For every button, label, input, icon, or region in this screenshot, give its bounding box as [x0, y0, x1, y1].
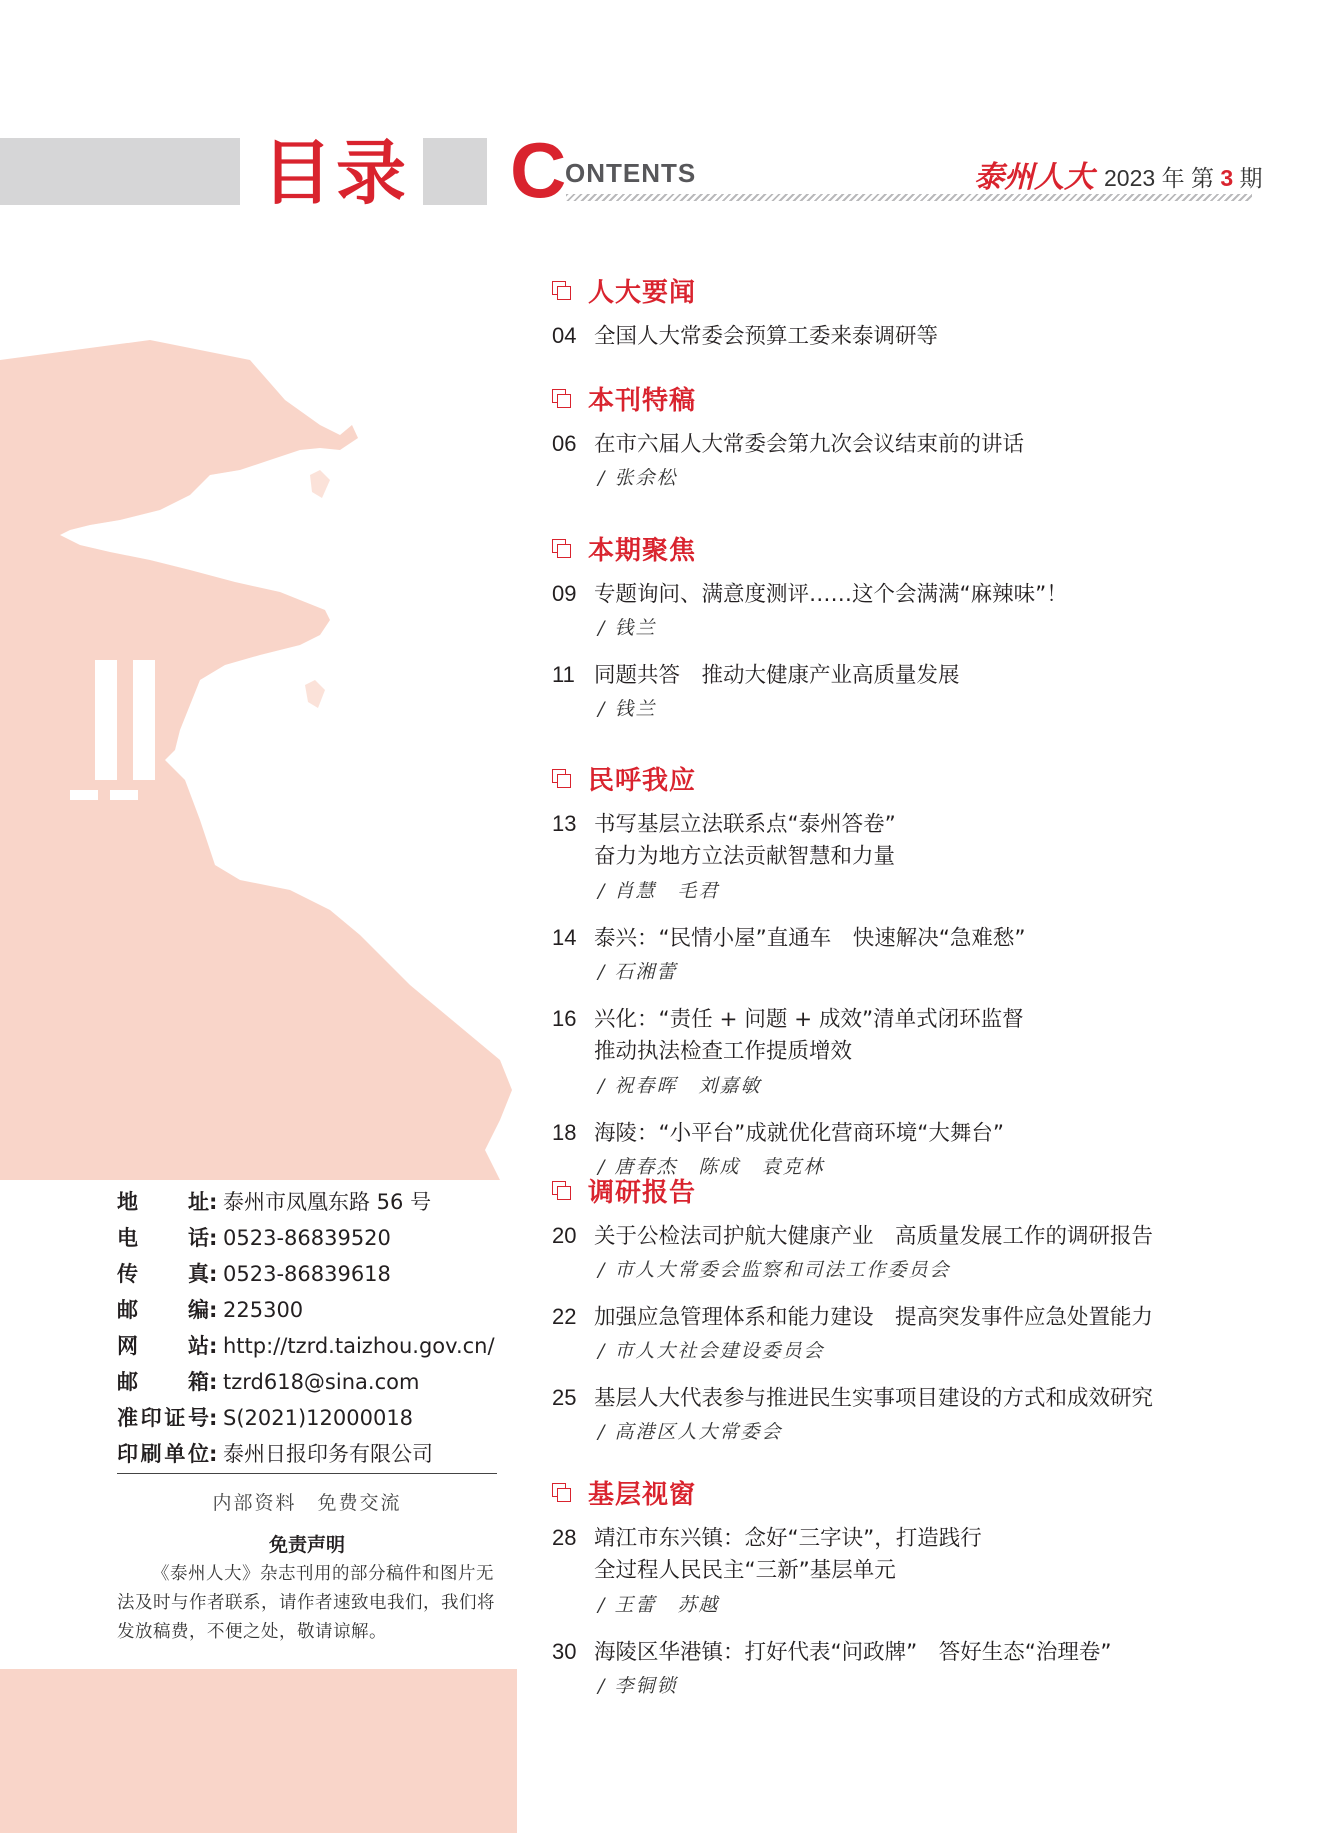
contact-value: 0523-86839618 [223, 1262, 391, 1286]
page-number: 09 [552, 581, 577, 606]
contact-separator: : [209, 1406, 218, 1430]
contact-separator: : [209, 1226, 218, 1250]
entry-title: 基层人大代表参与推进民生实事项目建设的方式和成效研究 [594, 1386, 1154, 1411]
entry-author: / 石湘蕾 [598, 961, 678, 983]
section-heading [552, 1172, 696, 1209]
entry-author: / 高港区人大常委会 [598, 1421, 783, 1443]
contact-value: 0523-86839520 [223, 1226, 391, 1250]
contact-row [117, 1184, 517, 1220]
entry-title: 泰兴：“民情小屋”直通车 快速解决“急难愁” [594, 926, 1026, 951]
toc-entry[interactable] [552, 922, 1026, 955]
internal-note: 内部资料 免费交流 [212, 1492, 402, 1514]
page-number: 13 [552, 811, 577, 836]
entry-title: 在市六届人大常委会第九次会议结束前的讲话 [594, 432, 1025, 457]
issue-year-unit: 年 第 [1161, 165, 1214, 191]
contact-info [117, 1184, 517, 1472]
issue-info [1104, 160, 1263, 193]
toc-entry[interactable] [552, 1382, 1153, 1415]
section-title: 民呼我应 [588, 766, 697, 796]
toc-entry[interactable] [552, 1220, 1153, 1253]
pink-footer-block [0, 1669, 517, 1833]
contact-label: 邮编 [117, 1298, 209, 1322]
header-grey-bar-left [0, 138, 240, 205]
page-number: 18 [552, 1120, 577, 1145]
entry-author: / 张余松 [598, 467, 678, 489]
contact-label: 传真 [117, 1262, 209, 1286]
contact-label: 邮箱 [117, 1370, 209, 1394]
disclaimer-title: 免责声明 [268, 1534, 345, 1556]
page-number: 22 [552, 1304, 577, 1329]
entry-title-continued: 奋力为地方立法贡献智慧和力量 [594, 844, 896, 869]
contact-row [117, 1436, 517, 1472]
contact-row [117, 1292, 517, 1328]
entry-title: 全国人大常委会预算工委来泰调研等 [594, 324, 939, 349]
entry-title: 同题共答 推动大健康产业高质量发展 [594, 663, 960, 688]
page-number: 06 [552, 431, 577, 456]
entry-author: / 钱兰 [598, 617, 657, 639]
toc-entry[interactable] [552, 1003, 1024, 1068]
entry-title: 关于公检法司护航大健康产业 高质量发展工作的调研报告 [594, 1224, 1154, 1249]
issue-number: 3 [1220, 165, 1234, 191]
contact-value: http://tzrd.taizhou.gov.cn/ [223, 1334, 495, 1358]
contact-separator: : [209, 1262, 218, 1286]
toc-entry[interactable] [552, 1117, 1004, 1150]
contact-row [117, 1400, 517, 1436]
entry-author: / 市人大社会建设委员会 [598, 1340, 825, 1362]
page-number: 25 [552, 1385, 577, 1410]
toc-entry[interactable] [552, 1301, 1153, 1334]
issue-unit: 期 [1239, 165, 1263, 191]
divider [117, 1473, 497, 1474]
section-square-icon [552, 1483, 572, 1503]
entry-title: 专题询问、满意度测评……这个会满满“麻辣味”！ [594, 582, 1068, 607]
contact-row [117, 1256, 517, 1292]
section-heading [552, 530, 696, 567]
section-square-icon [552, 1181, 572, 1201]
issue-year: 2023 [1104, 165, 1156, 191]
page-title: 目录 [262, 132, 410, 214]
contact-value: 泰州日报印务有限公司 [223, 1442, 433, 1466]
header-grey-bar-middle [423, 138, 487, 205]
section-square-icon [552, 389, 572, 409]
section-title: 基层视窗 [588, 1480, 697, 1510]
page-number: 30 [552, 1639, 577, 1664]
toc-entry[interactable] [552, 320, 938, 353]
section-title: 本刊特稿 [588, 386, 697, 416]
contents-initial: C [510, 126, 567, 214]
contact-label: 准印证号 [117, 1406, 209, 1430]
contact-label: 印刷单位 [117, 1442, 209, 1466]
section-square-icon [552, 539, 572, 559]
entry-author: / 王蕾 苏越 [598, 1594, 720, 1616]
section-title: 人大要闻 [588, 278, 697, 308]
contact-value: tzrd618@sina.com [223, 1370, 420, 1394]
contact-label: 地址 [117, 1190, 209, 1214]
contact-row [117, 1220, 517, 1256]
section-title: 本期聚焦 [588, 536, 697, 566]
contents-label: ONTENTS [565, 158, 697, 188]
entry-author: / 肖慧 毛君 [598, 880, 720, 902]
entry-title: 加强应急管理体系和能力建设 提高突发事件应急处置能力 [594, 1305, 1154, 1330]
entry-author: / 唐春杰 陈成 袁克林 [598, 1156, 825, 1178]
section-heading [552, 1474, 696, 1511]
contact-separator: : [209, 1442, 218, 1466]
section-square-icon [552, 769, 572, 789]
contact-separator: : [209, 1190, 218, 1214]
section-heading [552, 380, 696, 417]
entry-title: 海陵区华港镇：打好代表“问政牌” 答好生态“治理卷” [594, 1640, 1112, 1665]
contact-row [117, 1328, 517, 1364]
magazine-logo: 泰州人大 [974, 160, 1094, 195]
contact-separator: : [209, 1298, 218, 1322]
contact-value: S(2021)12000018 [223, 1406, 414, 1430]
toc-entry[interactable] [552, 578, 1068, 611]
contact-value: 泰州市凤凰东路 56 号 [223, 1190, 432, 1214]
pagoda-silhouette-illustration [0, 320, 520, 1190]
entry-title-continued: 推动执法检查工作提质增效 [594, 1039, 853, 1064]
toc-entry[interactable] [552, 808, 896, 873]
contact-separator: : [209, 1334, 218, 1358]
section-heading [552, 272, 696, 309]
entry-title: 海陵：“小平台”成就优化营商环境“大舞台” [594, 1121, 1005, 1146]
section-square-icon [552, 281, 572, 301]
contact-separator: : [209, 1370, 218, 1394]
contact-row [117, 1364, 517, 1400]
entry-title: 书写基层立法联系点“泰州答卷” [594, 812, 896, 837]
toc-entry[interactable] [552, 659, 960, 692]
entry-title: 靖江市东兴镇：念好“三字诀”，打造践行 [594, 1526, 982, 1551]
contact-value: 225300 [223, 1298, 304, 1322]
page-number: 16 [552, 1006, 577, 1031]
entry-title-continued: 全过程人民民主“三新”基层单元 [594, 1558, 896, 1583]
page-number: 11 [552, 662, 575, 687]
section-title: 调研报告 [588, 1178, 697, 1208]
contact-label: 电话 [117, 1226, 209, 1250]
entry-author: / 市人大常委会监察和司法工作委员会 [598, 1259, 951, 1281]
disclaimer-text: 《泰州人大》杂志刊用的部分稿件和图片无法及时与作者联系，请作者速致电我们，我们将发放稿费，不便之处，敬请谅解。 [117, 1564, 495, 1642]
entry-author: / 祝春晖 刘嘉敏 [598, 1075, 762, 1097]
toc-entry[interactable] [552, 1636, 1112, 1669]
section-heading [552, 760, 696, 797]
header-hatched-rule [566, 194, 1252, 201]
toc-entry[interactable] [552, 428, 1024, 461]
contact-label: 网站 [117, 1334, 209, 1358]
page-number: 14 [552, 925, 577, 950]
toc-entry[interactable] [552, 1522, 982, 1587]
entry-title: 兴化：“责任 + 问题 + 成效”清单式闭环监督 [594, 1007, 1024, 1032]
entry-author: / 李铜锁 [598, 1675, 678, 1697]
page-number: 28 [552, 1525, 577, 1550]
entry-author: / 钱兰 [598, 698, 657, 720]
page-number: 20 [552, 1223, 577, 1248]
page-number: 04 [552, 323, 577, 348]
